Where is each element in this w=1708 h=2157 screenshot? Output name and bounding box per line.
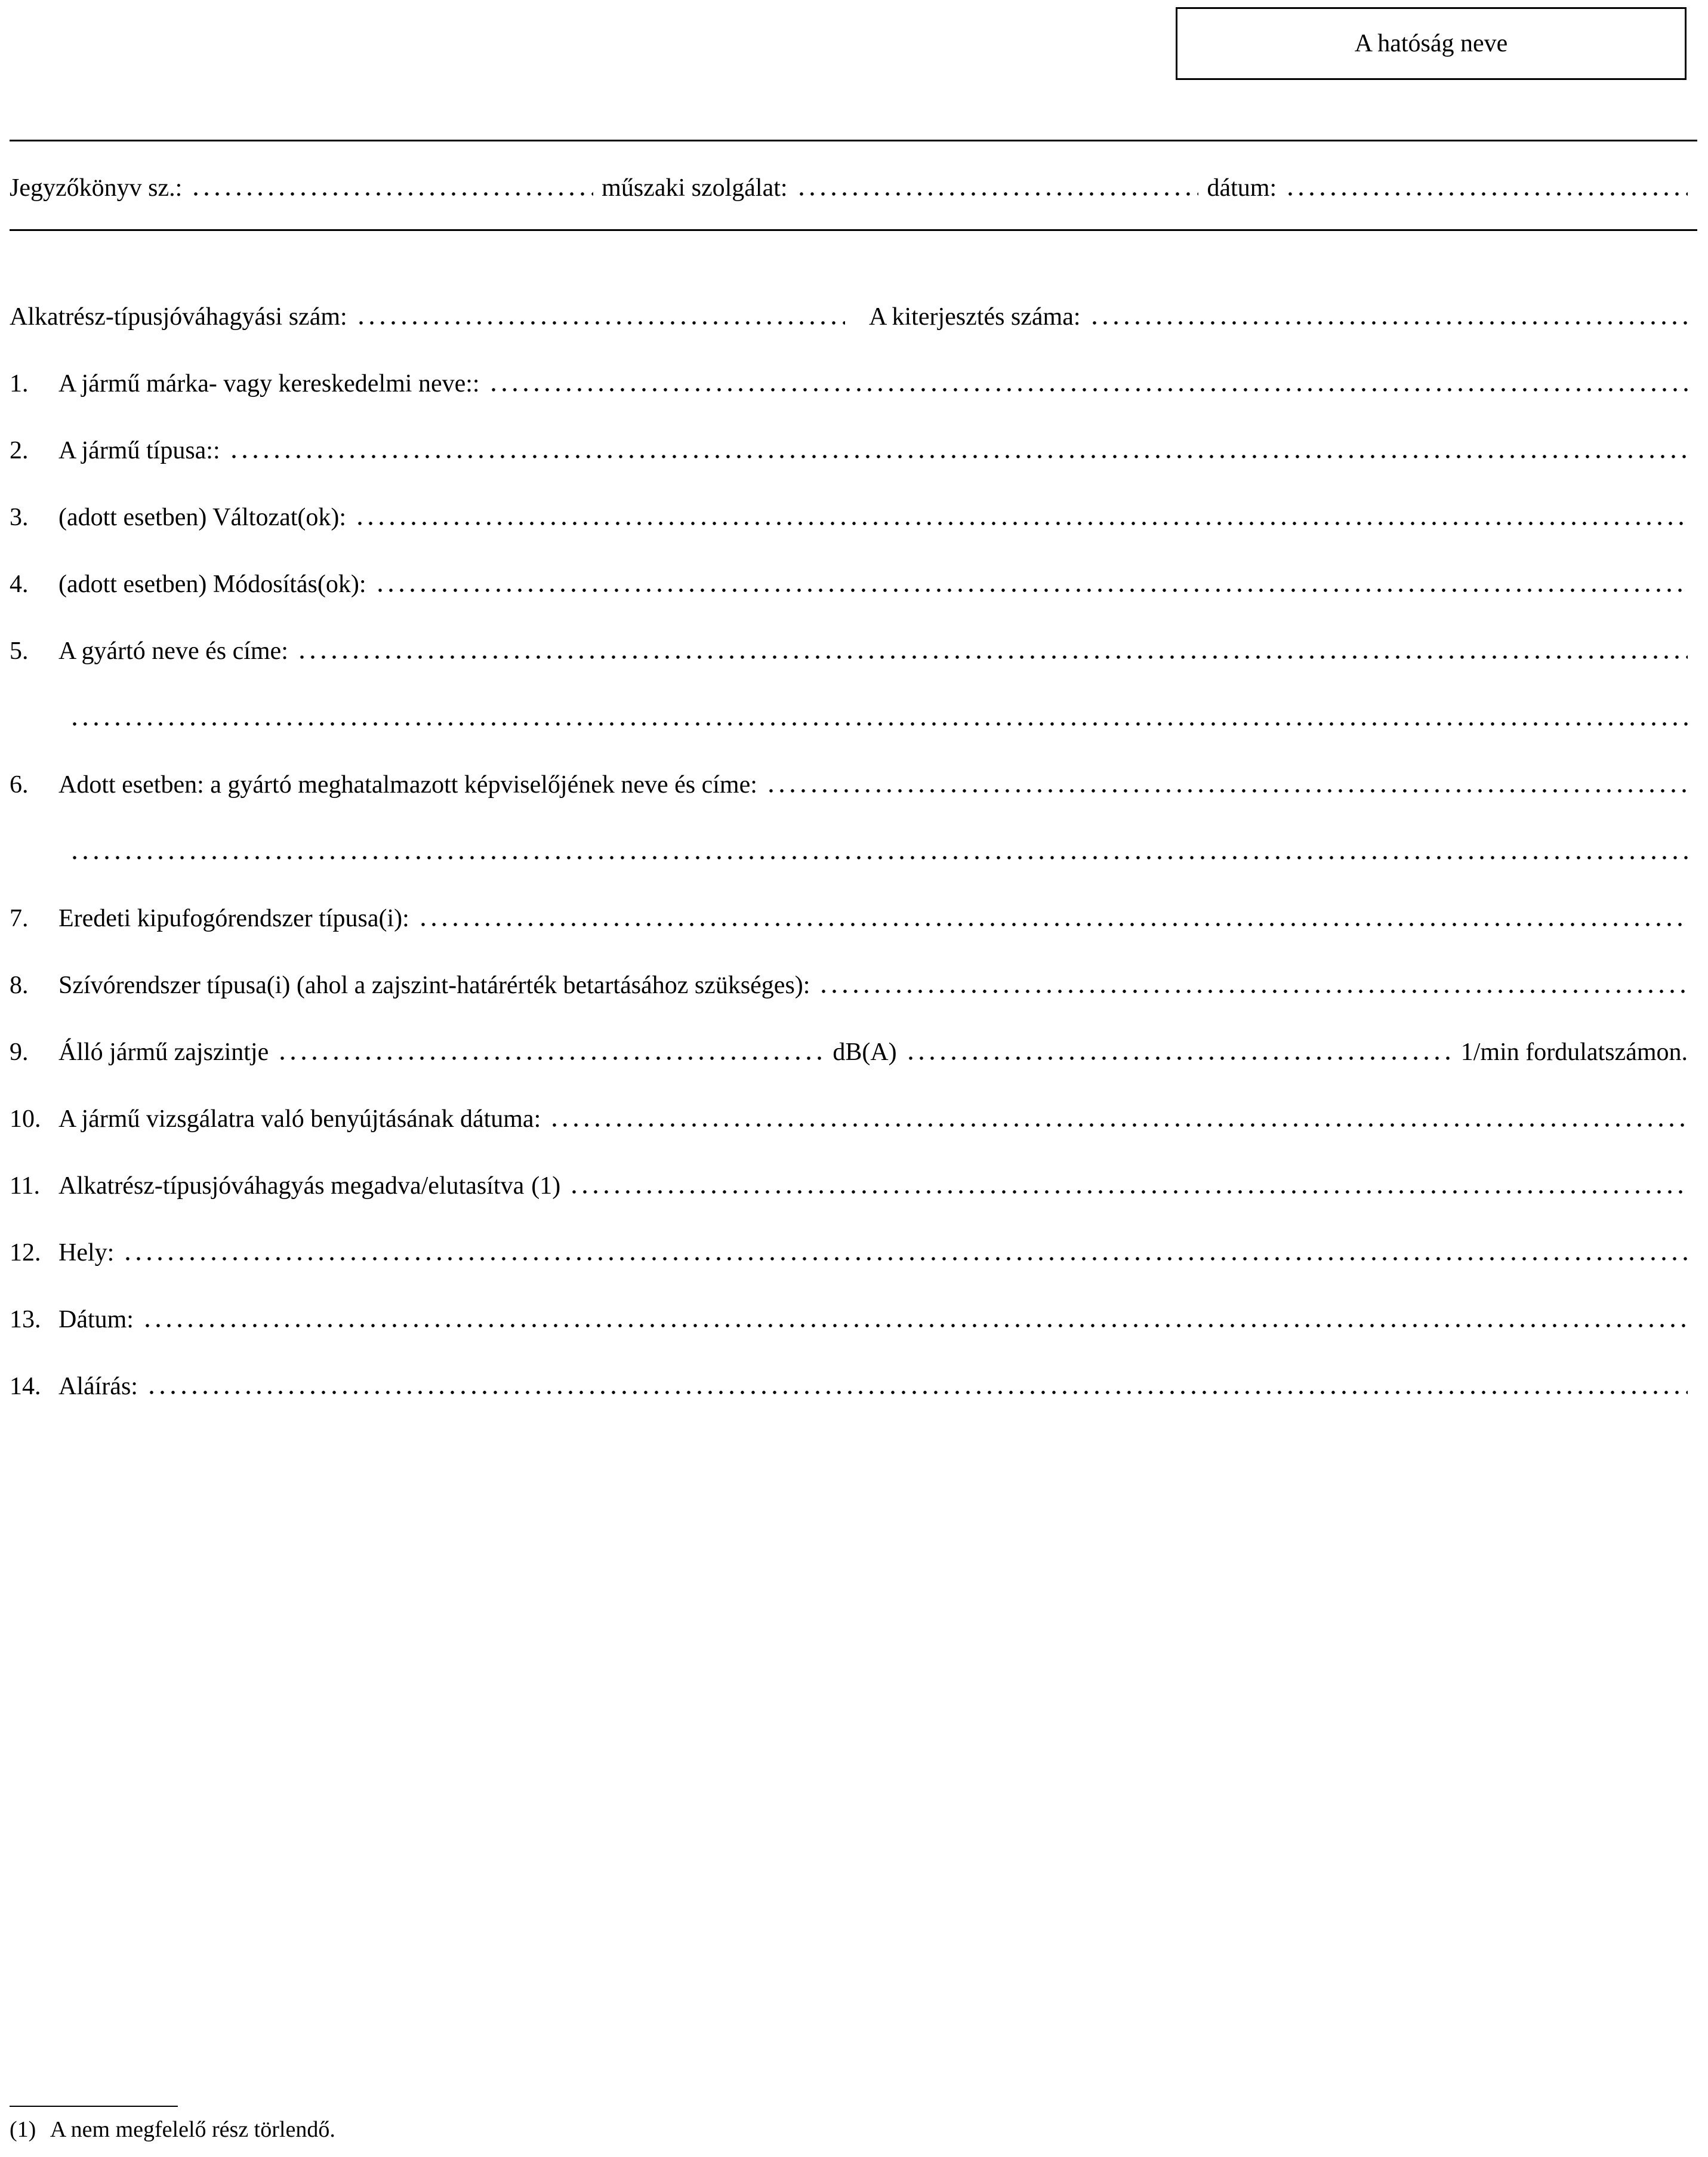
item-1-field[interactable]: [488, 387, 1688, 393]
item-number: 1.: [10, 369, 29, 397]
item-7-field[interactable]: [418, 922, 1688, 927]
approval-no-field[interactable]: [356, 320, 845, 326]
extension-no-label: A kiterjesztés száma:: [869, 303, 1081, 331]
item-number: 13.: [10, 1305, 41, 1333]
item-number: 10.: [10, 1105, 41, 1133]
item-6: [10, 762, 1688, 800]
item-5-continuation: [10, 695, 1688, 733]
signature-field[interactable]: [146, 1389, 1688, 1395]
item-label: Dátum:: [58, 1305, 134, 1333]
item-4-field[interactable]: [375, 587, 1688, 593]
item-label: Adott esetben: a gyártó meghatalmazott képviselőjének neve és címe:: [58, 771, 757, 799]
footnote-ref: (1): [531, 1172, 561, 1200]
item-label: A jármű márka- vagy kereskedelmi neve::: [58, 369, 480, 397]
item-4: [10, 561, 1688, 599]
report-no-field[interactable]: [190, 191, 593, 197]
item-number: 3.: [10, 503, 29, 531]
item-13: [10, 1296, 1688, 1335]
noise-level-field[interactable]: [277, 1055, 824, 1061]
item-3-field[interactable]: [354, 520, 1688, 526]
item-5-field[interactable]: [297, 654, 1688, 660]
item-label: Aláírás:: [58, 1372, 138, 1400]
item-label: A jármű vizsgálatra való benyújtásának dátuma:: [58, 1105, 541, 1133]
item-label: A gyártó neve és címe:: [58, 637, 288, 665]
report-no-label: Jegyzőkönyv sz.:: [10, 174, 183, 202]
unit-dba-label: dB(A): [833, 1038, 897, 1066]
item-number: 4.: [10, 570, 29, 598]
item-label: Eredeti kipufogórendszer típusa(i):: [58, 904, 409, 932]
item-number: 11.: [10, 1172, 40, 1200]
item-14: [10, 1363, 1688, 1401]
item-label: (adott esetben) Változat(ok):: [58, 503, 347, 531]
item-6-continuation: [10, 828, 1688, 867]
item-2-field[interactable]: [229, 454, 1688, 460]
item-label: Szívórendszer típusa(i) (ahol a zajszint-határérték betartásához szükséges):: [58, 971, 810, 999]
item-9: [10, 1029, 1688, 1067]
header-line: [10, 165, 1688, 203]
item-label: A jármű típusa::: [58, 436, 220, 464]
item-12: [10, 1230, 1688, 1268]
date-field[interactable]: [1285, 191, 1688, 197]
tech-service-label: műszaki szolgálat:: [602, 174, 788, 202]
item-number: 5.: [10, 637, 29, 665]
approval-no-label: Alkatrész-típusjóváhagyási szám:: [10, 303, 347, 331]
item-11: [10, 1163, 1688, 1201]
item-number: 6.: [10, 771, 29, 799]
unit-rpm-label: 1/min fordulatszámon.: [1460, 1038, 1688, 1066]
header-rule: [10, 229, 1697, 231]
authority-name-box: [1176, 7, 1687, 80]
item-6-field-line-2[interactable]: [69, 855, 1688, 861]
item-7: [10, 895, 1688, 933]
item-11-field[interactable]: [569, 1189, 1688, 1195]
approval-line: [10, 294, 1688, 332]
item-number: 12.: [10, 1238, 41, 1267]
footnote: [10, 2116, 335, 2143]
item-2: [10, 427, 1688, 466]
item-label: Alkatrész-típusjóváhagyás megadva/elutasítva: [58, 1172, 525, 1200]
item-label: Álló jármű zajszintje: [58, 1038, 269, 1066]
item-6-field[interactable]: [766, 788, 1688, 794]
item-8-field[interactable]: [818, 988, 1688, 994]
item-number: 8.: [10, 971, 29, 999]
tech-service-field[interactable]: [796, 191, 1199, 197]
item-number: 9.: [10, 1038, 29, 1066]
item-5: [10, 628, 1688, 666]
item-number: 7.: [10, 904, 29, 932]
item-label: (adott esetben) Módosítás(ok):: [58, 570, 366, 598]
top-rule: [10, 140, 1697, 141]
engine-speed-field[interactable]: [905, 1055, 1453, 1061]
footnote-rule: [10, 2106, 178, 2107]
item-number: 2.: [10, 436, 29, 464]
item-10: [10, 1096, 1688, 1134]
date-label: dátum:: [1207, 174, 1277, 202]
item-8: [10, 962, 1688, 1000]
footnote-text: A nem megfelelő rész törlendő.: [50, 2117, 335, 2142]
date-signed-field[interactable]: [142, 1323, 1688, 1329]
item-10-field[interactable]: [549, 1122, 1688, 1128]
item-5-field-line-2[interactable]: [69, 721, 1688, 727]
item-1: [10, 360, 1688, 399]
item-3: [10, 494, 1688, 532]
authority-name-label: A hatóság neve: [1354, 30, 1508, 57]
extension-no-field[interactable]: [1089, 320, 1688, 326]
item-label: Hely:: [58, 1238, 115, 1267]
item-number: 14.: [10, 1372, 41, 1400]
footnote-marker: (1): [10, 2117, 36, 2142]
place-field[interactable]: [122, 1256, 1688, 1262]
